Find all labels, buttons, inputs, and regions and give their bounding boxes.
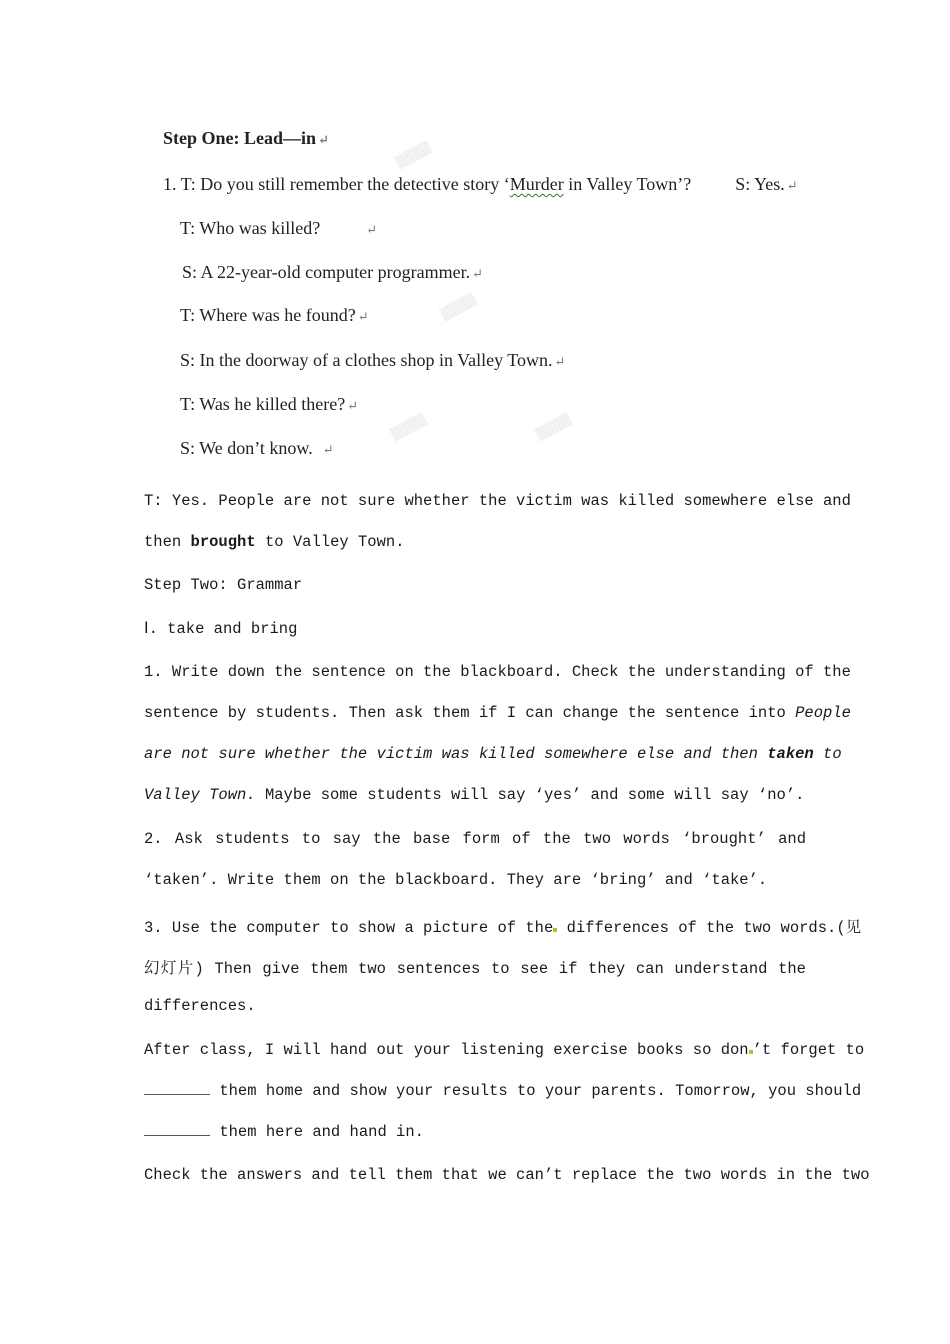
dialog-line: S: We don’t know. ↵ <box>180 438 334 458</box>
paragraph-line: then brought to Valley Town. <box>144 533 405 551</box>
question-1: 1. T: Do you still remember the detective story ‘Murder in Valley Town’? S: Yes. ↵ <box>163 174 798 194</box>
dialog-line: T: Was he killed there? ↵ <box>180 394 359 414</box>
dialog-line: S: In the doorway of a clothes shop in Valley Town. ↵ <box>180 350 566 370</box>
paragraph-line: 3. Use the computer to show a picture of the differences of the two words.(见 <box>144 919 862 937</box>
paragraph-line: Valley Town. Maybe some students will say ‘yes’ and some will say ‘no’. <box>144 786 805 804</box>
dialog-line: T: Where was he found? ↵ <box>180 305 369 325</box>
fill-blank <box>144 1123 210 1136</box>
spellcheck-underline: Murder <box>509 174 564 194</box>
paragraph-line: T: Yes. People are not sure whether the victim was killed somewhere else and <box>144 492 851 510</box>
paragraph-line: them here and hand in. <box>144 1123 806 1141</box>
watermark: ▒▒▒▒ <box>438 292 479 322</box>
fill-blank <box>144 1082 210 1095</box>
paragraph-line: After class, I will hand out your listening exercise books so don ’t forget to <box>144 1041 865 1059</box>
paragraph-line: differences. <box>144 997 256 1015</box>
paragraph-line: are not sure whether the victim was killed somewhere else and then taken to <box>144 745 842 763</box>
watermark: ▒▒▒▒ <box>393 140 434 170</box>
dialog-line: T: Who was killed? ↵ <box>180 218 378 238</box>
step-two-heading: Step Two: Grammar <box>144 576 303 594</box>
paragraph-line: 幻灯片) Then give them two sentences to see if they can understand the <box>144 960 806 978</box>
watermark: ▒▒▒▒ <box>388 412 429 442</box>
watermark: ▒▒▒▒ <box>533 412 574 442</box>
paragraph-line: 1. Write down the sentence on the blackboard. Check the understanding of the <box>144 663 851 681</box>
paragraph-line: ‘taken’. Write them on the blackboard. They are ‘bring’ and ‘take’. <box>144 871 768 889</box>
paragraph-line: sentence by students. Then ask them if I can change the sentence into People <box>144 704 851 722</box>
paragraph-line: Check the answers and tell them that we can’t replace the two words in the two <box>144 1166 870 1184</box>
paragraph-line: 2. Ask students to say the base form of the two words ‘brought’ and <box>144 830 806 848</box>
section-heading: Ⅰ. take and bring <box>144 620 298 638</box>
dialog-line: S: A 22-year-old computer programmer. ↵ <box>182 262 483 282</box>
step-one-heading: Step One: Lead—in ↵ <box>163 128 329 148</box>
paragraph-line: them home and show your results to your parents. Tomorrow, you should <box>144 1082 806 1100</box>
